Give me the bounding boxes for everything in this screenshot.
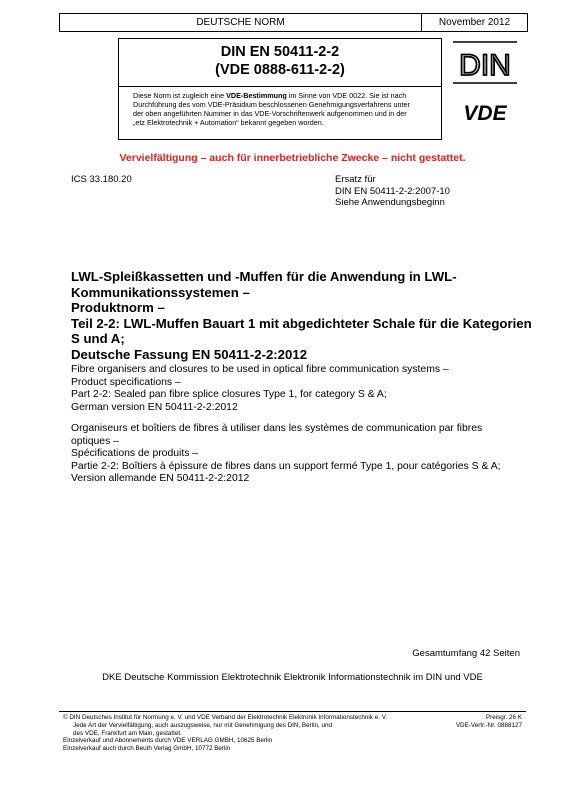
- ics-code: ICS 33.180.20: [71, 174, 132, 185]
- dke-commission-line: DKE Deutsche Kommission Elektrotechnik Elektronik Informationstechnik im DIN und VDE: [102, 672, 483, 683]
- din-logo-text: DIN: [459, 49, 511, 82]
- publication-date: November 2012: [438, 17, 511, 28]
- english-title: Fibre organisers and closures to be used in optical fibre communication systems – Product specifications – Part 2-2: Sealed pan fibre splice closures Type 1, for category S & A; German version EN 50411-2-2:2012: [71, 364, 449, 413]
- din-logo: [447, 38, 523, 87]
- vde-determination-text: Diese Norm ist zugleich eine VDE-Bestimmung im Sinne von VDE 0022. Sie ist nach Durchführung des vom VDE-Präsidium beschlossenen Genehmigungsverfahrens unter der oben angeführten Nummer in das VDE-Vorschriftenwerk aufgenommen und in der „etz Elektrotechnik + Automation“ bekannt gegeben worden.: [133, 91, 410, 127]
- price-info: [430, 714, 522, 730]
- document-number-box: [118, 38, 442, 87]
- total-pages: Gesamtumfang 42 Seiten: [412, 648, 520, 659]
- vde-order-number: VDE-Vertr.-Nr. 0888127: [455, 721, 522, 729]
- vde-logo: [447, 87, 523, 140]
- german-title: LWL-Spleißkassetten und -Muffen für die Anwendung in LWL- Kommunikationssystemen – Produktnorm – Teil 2-2: LWL-Muffen Bauart 1 mit abgedichteter Schale für die Kategorien S und A; Deutsche Fassung EN 50411-2-2:2012: [71, 269, 532, 362]
- copyright-notice: © DIN Deutsches Institut für Normung e. V. und VDE Verband der Elektrotechnik Elektronik Informationstechnik e. V. Jede Art der Vervielfältigung, auch auszugsweise, nur mit Genehmigung des DIN, Berlin, und des VDE, Frankfurt am Main, gestattet. Einzelverkauf und Abonnements durch VDE VERLAG GMBH, 10625 Berlin Einzelverkauf auch durch Beuth Verlag GmbH, 10772 Berlin: [63, 714, 388, 753]
- din-number: DIN EN 50411-2-2: [220, 44, 340, 60]
- replacement-info: Ersatz für DIN EN 50411-2-2:2007-10 Siehe Anwendungsbeginn: [335, 174, 450, 208]
- vde-determination-box: [118, 87, 442, 140]
- header-bar: [59, 13, 528, 32]
- vde-number: (VDE 0888-611-2-2): [215, 62, 345, 78]
- vde-logo-text: VDE: [463, 102, 507, 125]
- french-title: Organiseurs et boîtiers de fibres à utiliser dans les systèmes de communication par fibres optiques – Spécifications de produits – Partie 2-2: Boîtiers à épissure de fibres dans un support fermé Type 1, pour catégories S & A; Version allemande EN 50411-2-2:2012: [71, 423, 501, 484]
- copy-restriction-notice: Vervielfältigung – auch für innerbetriebliche Zwecke – nicht gestattet.: [119, 152, 466, 164]
- footer-divider: [59, 711, 526, 712]
- price-group: Preisgr. 26 K: [485, 714, 522, 721]
- norm-type-label: DEUTSCHE NORM: [60, 14, 422, 31]
